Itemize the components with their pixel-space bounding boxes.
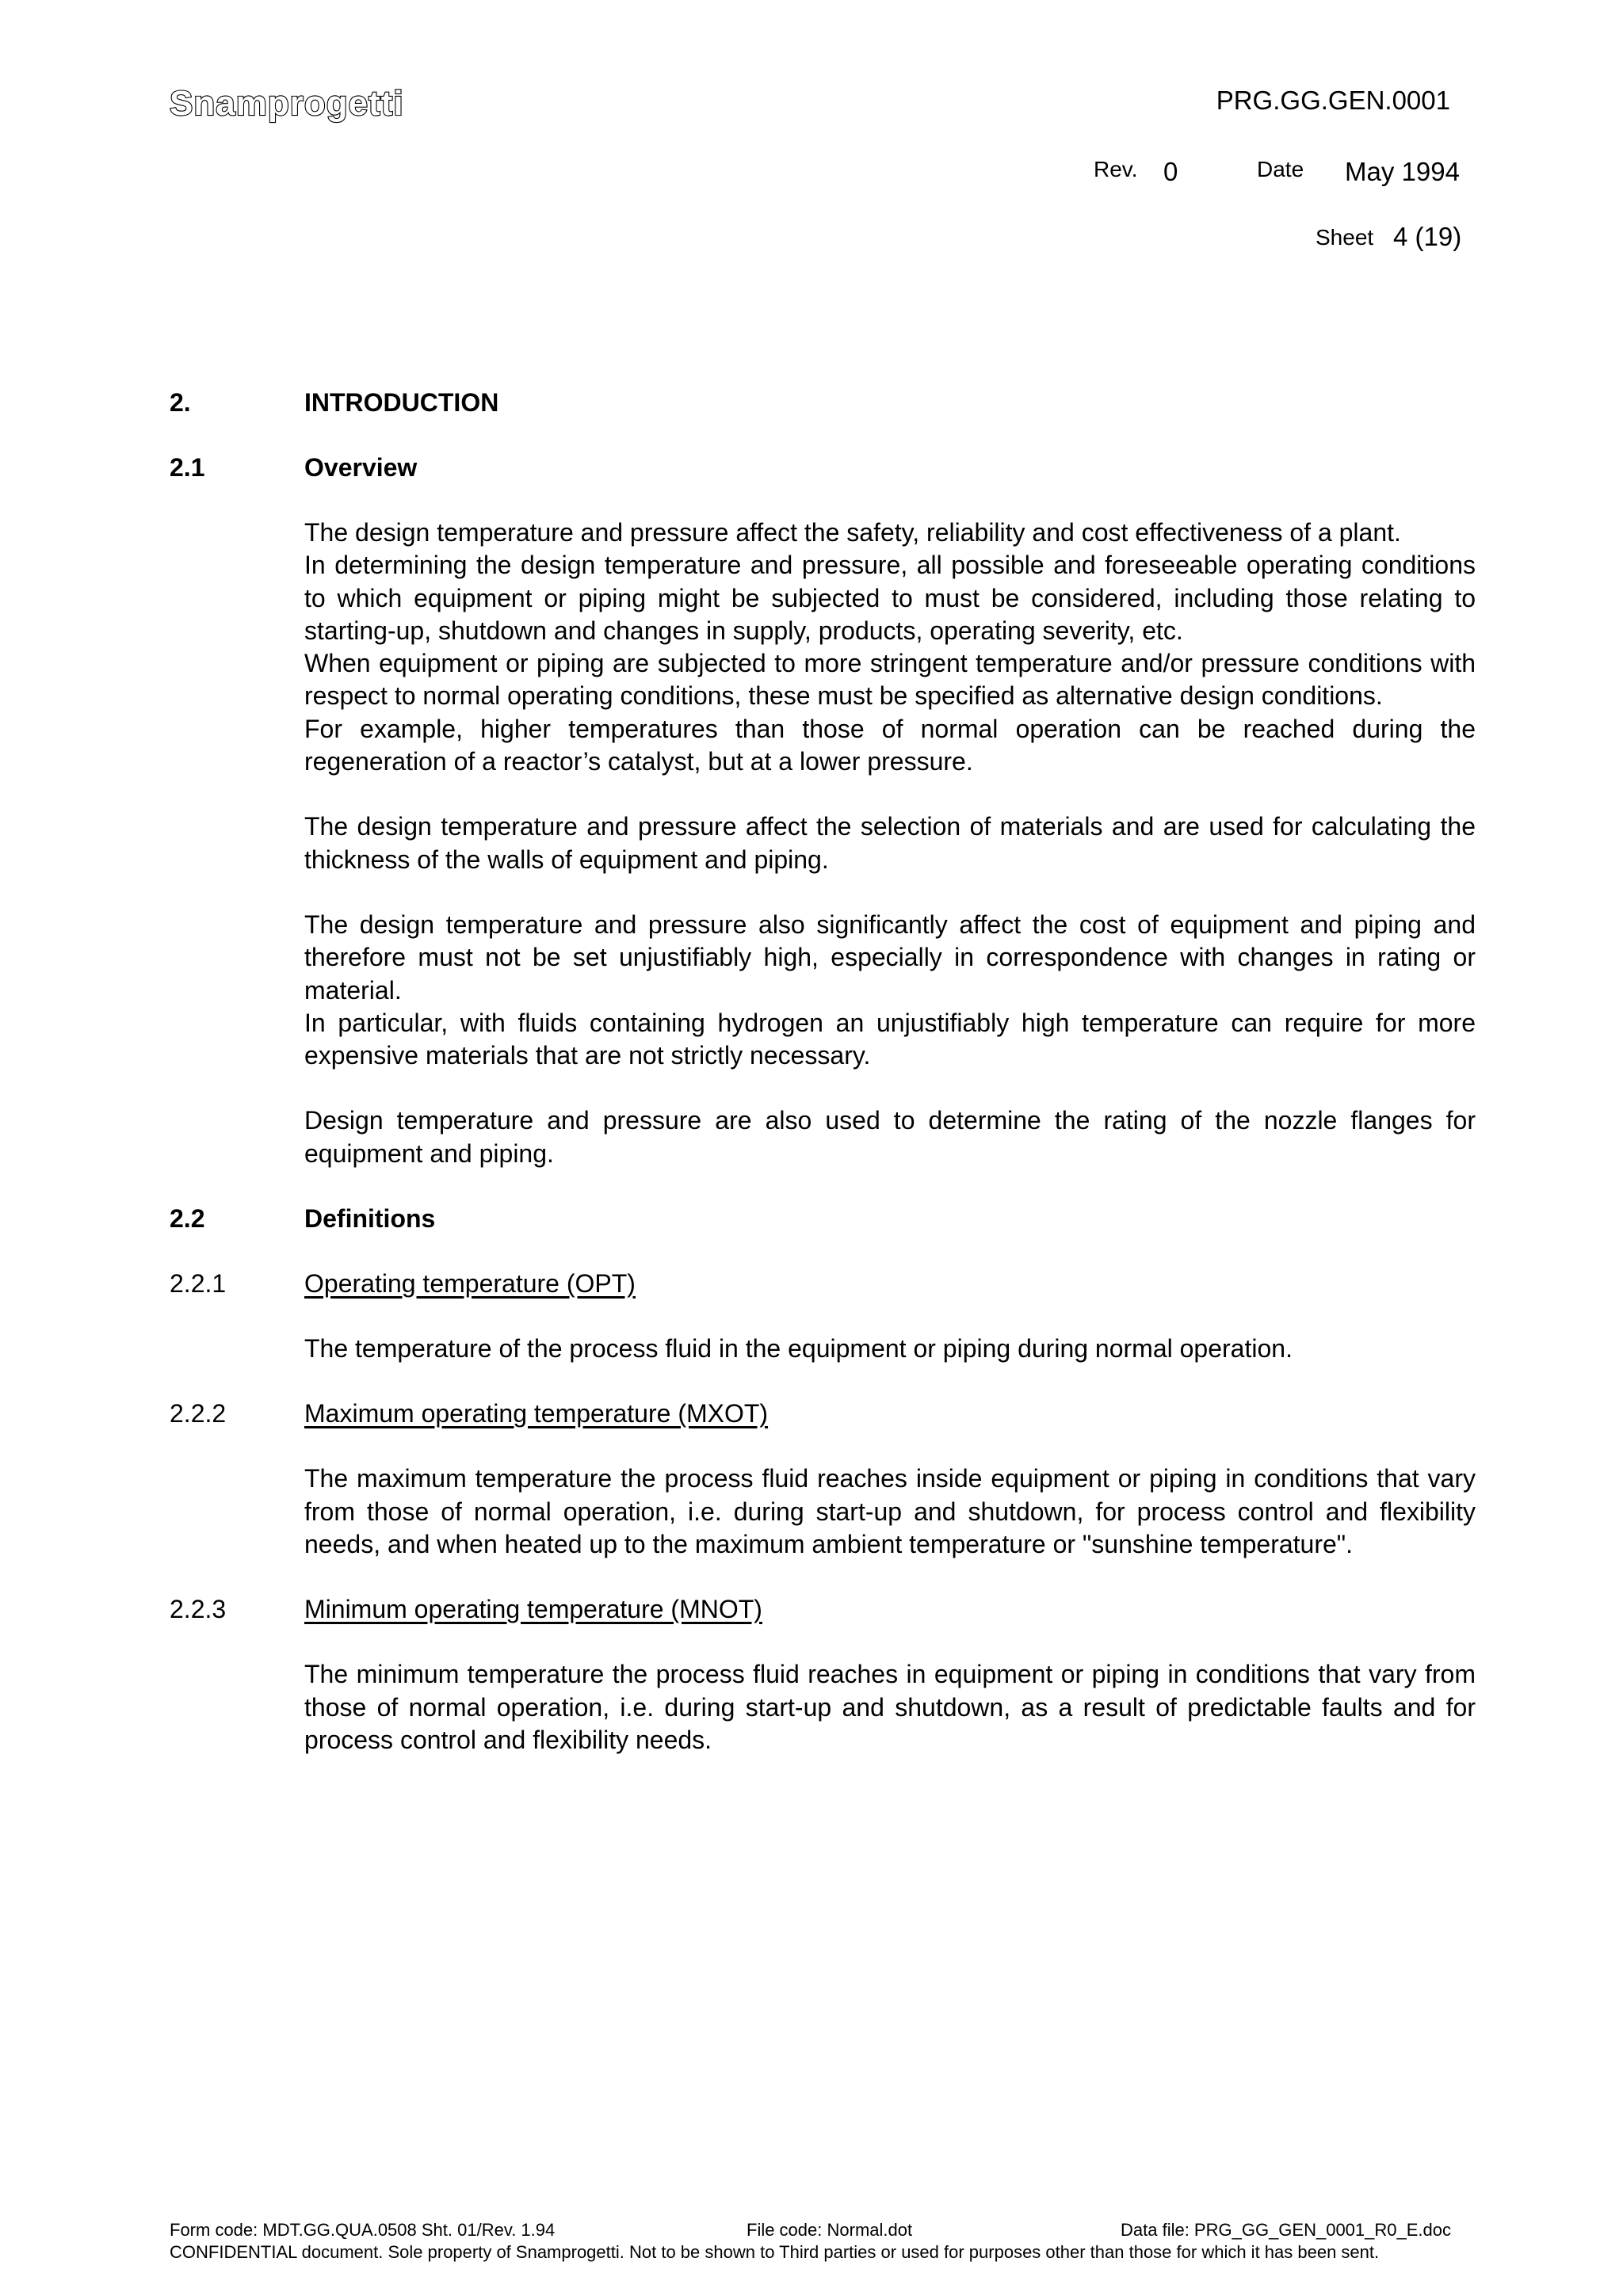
subsection-heading-definitions: [170, 1203, 1476, 1235]
revision-label: Rev.: [1094, 157, 1138, 181]
sheet-value: 4 (19): [1393, 222, 1462, 251]
subsection-number: 2.1: [170, 453, 205, 482]
revision-value: 0: [1163, 157, 1178, 186]
document-body: [170, 387, 1476, 1756]
paragraph-line: The temperature of the process fluid in the equipment or piping during normal operation.: [304, 1334, 1293, 1363]
overview-paragraph-3: [304, 909, 1476, 1072]
section-title: INTRODUCTION: [304, 388, 499, 417]
definition-heading-mnot: [170, 1593, 1476, 1626]
definition-text-mxot: [304, 1463, 1476, 1561]
paragraph-line: When equipment or piping are subjected to more stringent temperature and/or pressure conditions with respect to normal operating conditions, these must be specified as alternative design conditions.: [304, 649, 1476, 711]
section-number: 2.: [170, 388, 191, 417]
definition-heading-opt: [170, 1268, 1476, 1300]
footer-confidential-notice: CONFIDENTIAL document. Sole property of Snamprogetti. Not to be shown to Third parties or used for purposes other than those for which it has been sent.: [170, 2242, 1380, 2262]
footer-data-file: Data file: PRG_GG_GEN_0001_R0_E.doc: [1121, 2220, 1452, 2240]
paragraph-line: The design temperature and pressure affect the selection of materials and are used for calculating the thickness of the walls of equipment and piping.: [304, 812, 1476, 874]
date-label: Date: [1257, 157, 1304, 181]
definition-number: 2.2.1: [170, 1269, 227, 1299]
subsection-title: Overview: [304, 453, 418, 482]
page-footer: [170, 2219, 1517, 2264]
company-logo: Snamprogetti: [170, 84, 404, 123]
paragraph-line: In particular, with fluids containing hydrogen an unjustifiably high temperature can require for more expensive materials that are not strictly necessary.: [304, 1008, 1476, 1070]
date-value: May 1994: [1345, 157, 1460, 186]
subsection-title: Definitions: [304, 1204, 436, 1234]
definition-title: Operating temperature (OPT): [304, 1269, 636, 1299]
definition-heading-mxot: [170, 1398, 1476, 1430]
paragraph-line: The design temperature and pressure also significantly affect the cost of equipment and piping and therefore must not be set unjustifiably high, especially in correspondence with changes in rating or material.: [304, 910, 1476, 1005]
paragraph-line: In determining the design temperature and pressure, all possible and foreseeable operating conditions to which equipment or piping might be subjected to must be considered, including those relating to starting-up, shutdown and changes in supply, products, operating severity, etc.: [304, 551, 1476, 645]
overview-paragraph-4: [304, 1104, 1476, 1170]
definition-text-opt: [304, 1333, 1476, 1365]
definition-number: 2.2.3: [170, 1595, 227, 1624]
subsection-number: 2.2: [170, 1204, 205, 1234]
sheet-label: Sheet: [1316, 225, 1374, 250]
paragraph-line: For example, higher temperatures than those of normal operation can be reached during the regeneration of a reactor’s catalyst, but at a lower pressure.: [304, 714, 1476, 776]
document-id: PRG.GG.GEN.0001: [1216, 86, 1450, 115]
subsection-heading-overview: [170, 452, 1476, 484]
paragraph-line: The maximum temperature the process fluid reaches inside equipment or piping in conditions that vary from those of normal operation, i.e. during start-up and shutdown, for process control and flexibility needs, and when heated up to the maximum ambient temperature or "sunshine temperature".: [304, 1464, 1476, 1558]
paragraph-line: Design temperature and pressure are also used to determine the rating of the nozzle flanges for equipment and piping.: [304, 1106, 1476, 1168]
section-heading: [170, 387, 1476, 419]
footer-file-code: File code: Normal.dot: [747, 2220, 913, 2240]
paragraph-line: The design temperature and pressure affect the safety, reliability and cost effectiveness of a plant.: [304, 518, 1401, 547]
overview-paragraph-2: [304, 810, 1476, 876]
definition-title: Maximum operating temperature (MXOT): [304, 1399, 769, 1428]
definition-number: 2.2.2: [170, 1399, 227, 1428]
definition-text-mnot: [304, 1658, 1476, 1756]
overview-paragraph-1: [304, 517, 1476, 778]
definition-title: Minimum operating temperature (MNOT): [304, 1595, 762, 1624]
footer-form-code: Form code: MDT.GG.QUA.0508 Sht. 01/Rev. 1.94: [170, 2220, 556, 2240]
paragraph-line: The minimum temperature the process fluid reaches in equipment or piping in conditions that vary from those of normal operation, i.e. during start-up and shutdown, as a result of predictable faults and for process control and flexibility needs.: [304, 1660, 1476, 1754]
